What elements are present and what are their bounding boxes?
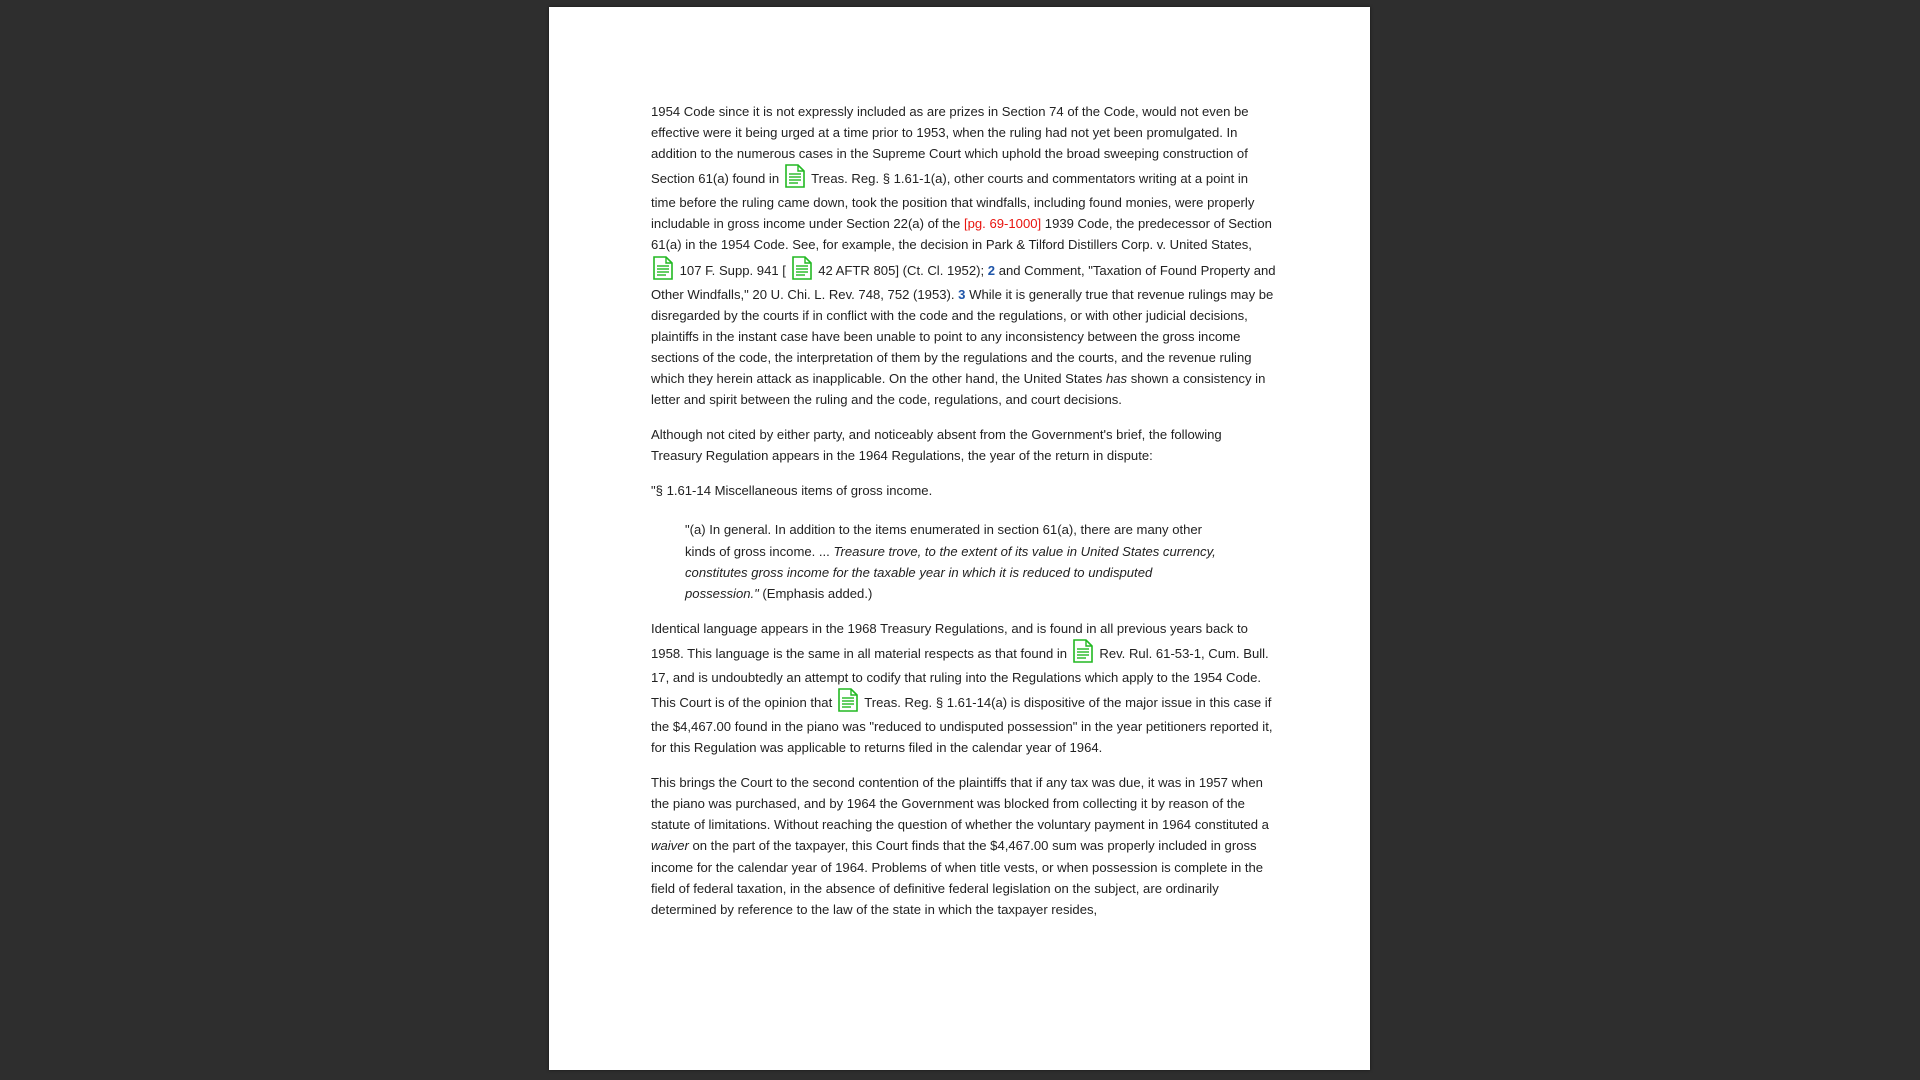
paragraph-text: shown a consistency in letter and spirit between the ruling and the code, regulations, and court decisions.: [651, 370, 1266, 408]
paragraph-identical-language: [651, 618, 1276, 758]
regulation-heading: "§ 1.61-14 Miscellaneous items of gross income.: [651, 483, 933, 499]
paragraph-text: Rev. Rul. 61-53-1, Cum. Bull. 17, and is undoubtedly an attempt to codify that ruling into the Regulations which apply to the 1954 Code. This Court is of the opinion that: [651, 645, 1269, 710]
emphasis-text: waiver: [651, 838, 689, 854]
paragraph-text: 42 AFTR 805] (Ct. Cl. 1952);: [814, 262, 988, 278]
footnote-link-2[interactable]: 2: [987, 262, 996, 278]
paragraph-text: 107 F. Supp. 941 [: [676, 262, 786, 278]
document-icon[interactable]: [837, 688, 859, 712]
paragraph-regulation-intro: Although not cited by either party, and noticeably absent from the Government's brief, the following Treasury Regulation appears in the 1964 Regulations, the year of the return in dispute:: [651, 427, 1222, 464]
paragraph-text: Treas. Reg. § 1.61-1(a), other courts and commentators writing at a point in time before the ruling came down, took the position that windfalls, including found monies, were properly includable in gross income under Section 22(a) of the: [651, 171, 1255, 232]
document-icon[interactable]: [784, 164, 806, 188]
paragraph-text: This brings the Court to the second contention of the plaintiffs that if any tax was due, it was in 1957 when the piano was purchased, and by 1964 the Government was blocked from collecting it by reason of the statute of limitations. Without reaching the question of whether the voluntary payment in 1964 constituted a: [651, 775, 1269, 833]
document-icon[interactable]: [791, 256, 813, 280]
paragraph-text: While it is generally true that revenue rulings may be disregarded by the courts if in conflict with the code and the regulations, or with other judicial decisions, plaintiffs in the instant case have been unable to point to any inconsistency between the gross income sections of the code, the interpretation of them by the regulations and the courts, and the revenue ruling which they herein attack as inapplicable. On the other hand, the United States: [651, 286, 1274, 386]
paragraph-second-contention: [651, 772, 1276, 920]
paragraph-text: Treas. Reg. § 1.61-14(a) is dispositive of the major issue in this case if the $4,467.00 found in the piano was "reduced to undisputed possession" in the year petitioners reported it, for this Regulation was applicable to returns filed in the calendar year of 1964.: [651, 694, 1273, 756]
quote-text: "(a) In general. In addition to the items enumerated in section 61(a), there are many other kinds of gross income. ...: [685, 522, 1203, 559]
quote-emphasis: Treasure trove, to the extent of its value in United States currency, constitutes gross income for the taxable year in which it is reduced to undisputed possession.": [685, 543, 1216, 601]
paragraph-text: and Comment, "Taxation of Found Property and Other Windfalls," 20 U. Chi. L. Rev. 748, 752 (1953).: [651, 262, 1276, 302]
paragraph-text: Identical language appears in the 1968 Treasury Regulations, and is found in all previous years back to 1958. This language is the same in all material respects as that found in: [651, 620, 1248, 661]
document-icon[interactable]: [1072, 639, 1094, 663]
page-content: [651, 101, 1276, 934]
document-page: [549, 7, 1370, 1070]
paragraph-text: 1939 Code, the predecessor of Section 61(a) in the 1954 Code. See, for example, the decision in Park & Tilford Distillers Corp. v. United States,: [651, 216, 1272, 253]
document-icon[interactable]: [652, 256, 674, 280]
regulation-quote: [685, 519, 1225, 603]
page-reference: [pg. 69-1000]: [963, 216, 1042, 232]
paragraph-text: 1954 Code since it is not expressly included as are prizes in Section 74 of the Code, would not even be effective were it being urged at a time prior to 1953, when the ruling had not yet been promulgated. In addition to the numerous cases in the Supreme Court which uphold the broad sweeping construction of Section 61(a) found in: [651, 104, 1249, 187]
quote-text: (Emphasis added.): [758, 585, 873, 601]
paragraph-windfalls: [651, 101, 1276, 410]
paragraph-text: on the part of the taxpayer, this Court finds that the $4,467.00 sum was properly included in gross income for the calendar year of 1964. Problems of when title vests, or when possession is complete in the field of federal taxation, in the absence of definitive federal legislation on the subject, are ordinarily determined by reference to the law of the state in which the taxpayer resides,: [651, 838, 1264, 917]
emphasis-text: has: [1105, 370, 1128, 386]
footnote-link-3[interactable]: 3: [958, 286, 966, 302]
